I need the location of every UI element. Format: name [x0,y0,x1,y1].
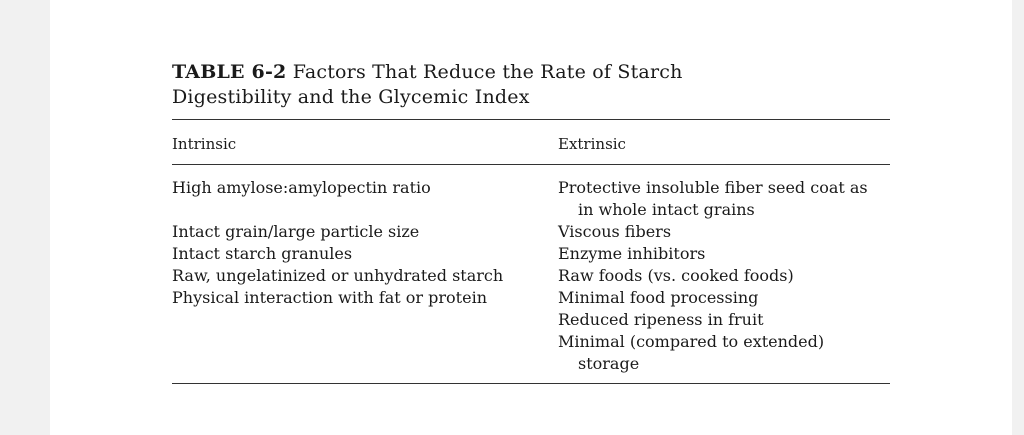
intrinsic-item: Physical interaction with fat or protein [172,288,487,307]
extrinsic-item-continuation: in whole intact grains [578,200,755,219]
table-6-2 [172,60,942,384]
extrinsic-item: Reduced ripeness in fruit [558,310,764,329]
intrinsic-item: Raw, ungelatinized or unhydrated starch [172,266,504,285]
table-body [172,165,942,383]
bottom-rule [172,383,890,384]
intrinsic-item: Intact grain/large particle size [172,222,420,241]
document-page [50,0,1012,435]
intrinsic-item: High amylose:amylopectin ratio [172,178,431,197]
table-title-line2: Digestibility and the Glycemic Index [172,86,530,108]
extrinsic-item-continuation: storage [578,354,640,373]
table-caption [172,60,942,110]
intrinsic-column [172,177,558,375]
row-spacer [172,199,558,221]
extrinsic-item: Minimal (compared to extended) [558,332,825,351]
extrinsic-column [558,177,890,375]
intrinsic-item: Intact starch granules [172,244,353,263]
extrinsic-item: Raw foods (vs. cooked foods) [558,266,794,285]
extrinsic-item: Enzyme inhibitors [558,244,706,263]
extrinsic-item: Minimal food processing [558,288,759,307]
table-title-line1: Factors That Reduce the Rate of Starch [292,61,683,83]
table-label: TABLE 6-2 [172,61,287,83]
extrinsic-item: Protective insoluble fiber seed coat as [558,178,868,197]
column-header-extrinsic: Extrinsic [558,135,626,153]
table-header-row [172,120,942,164]
column-header-intrinsic: Intrinsic [172,135,237,153]
extrinsic-item: Viscous fibers [558,222,672,241]
